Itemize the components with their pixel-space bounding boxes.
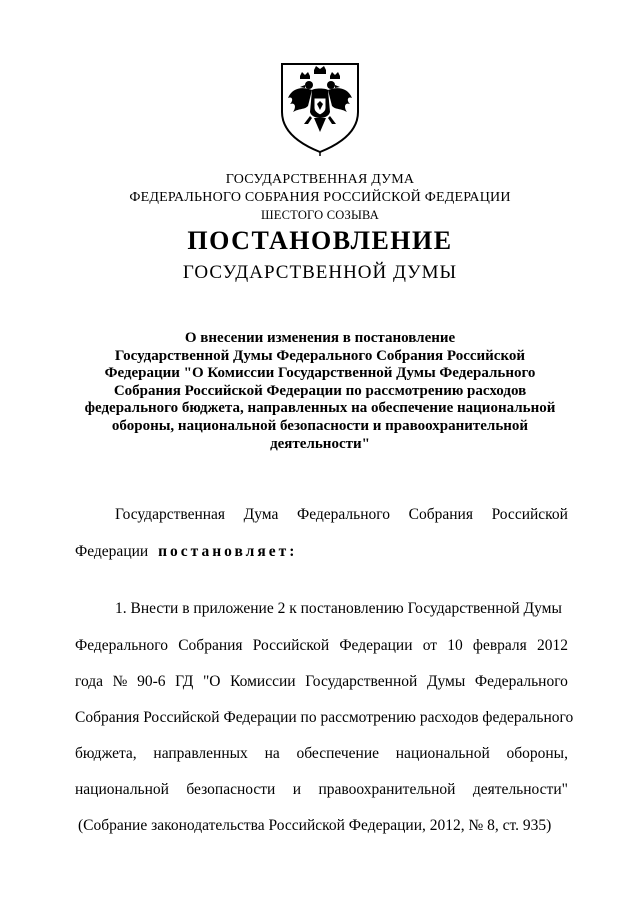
document-title: ПОСТАНОВЛЕНИЕ bbox=[187, 226, 453, 255]
clause-1-line-3 bbox=[75, 672, 568, 692]
resolution-heading bbox=[40, 330, 600, 453]
heading-line: Собрания Российской Федерации по рассмотрению расходов bbox=[113, 382, 527, 399]
clause-word: Собрания bbox=[178, 637, 243, 654]
heading-line: О внесении изменения в постановление bbox=[184, 330, 456, 346]
preamble-line-1 bbox=[115, 505, 568, 525]
clause-word: на bbox=[264, 745, 280, 762]
clause-word: обороны, bbox=[506, 745, 568, 762]
clause-word: № bbox=[112, 673, 128, 690]
heading-line: обороны, национальной безопасности и правоохранительной bbox=[111, 417, 529, 434]
clause-word: безопасности bbox=[186, 781, 276, 798]
heading-line: федерального бюджета, направленных на обеспечение национальной bbox=[84, 400, 556, 417]
clause-word: и bbox=[292, 781, 302, 798]
clause-1-line-1: 1. Внести в приложение 2 к постановлению Государственной Думы bbox=[115, 600, 562, 617]
clause-word: года bbox=[75, 673, 104, 690]
clause-1-line-5 bbox=[75, 744, 568, 764]
coat-of-arms-icon bbox=[278, 60, 362, 156]
clause-word: Думы bbox=[426, 673, 466, 690]
org-line-3: ШЕСТОГО СОЗЫВА bbox=[260, 208, 380, 222]
preamble-word: Федерального bbox=[296, 506, 391, 523]
preamble-word: Дума bbox=[243, 506, 279, 523]
clause-word: "О bbox=[202, 673, 221, 690]
clause-word: 90-6 bbox=[137, 673, 166, 690]
org-line-2: ФЕДЕРАЛЬНОГО СОБРАНИЯ РОССИЙСКОЙ ФЕДЕРАЦИИ bbox=[129, 190, 511, 205]
clause-word: Федерации bbox=[339, 637, 413, 654]
clause-1-line-7: (Собрание законодательства Российской Федерации, 2012, № 8, ст. 935) bbox=[78, 817, 552, 834]
clause-1-line-2 bbox=[75, 636, 568, 656]
clause-word: Федерального bbox=[474, 673, 568, 690]
document-subtitle: ГОСУДАРСТВЕННОЙ ДУМЫ bbox=[182, 262, 458, 283]
clause-word: направленных bbox=[153, 745, 248, 762]
clause-word: национальной bbox=[395, 745, 490, 762]
clause-word: Федерального bbox=[75, 637, 169, 654]
decree-word: постановляет: bbox=[158, 543, 298, 560]
clause-1-line-6 bbox=[75, 780, 568, 800]
clause-word: правоохранительной bbox=[318, 781, 456, 798]
clause-word: обеспечение bbox=[296, 745, 380, 762]
clause-word: 2012 bbox=[536, 637, 568, 654]
clause-word: Комиссии bbox=[230, 673, 296, 690]
preamble-text: Федерации bbox=[75, 543, 149, 560]
clause-word: 10 bbox=[447, 637, 463, 654]
clause-word: Российской bbox=[252, 637, 330, 654]
heading-line: деятельности" bbox=[270, 435, 370, 452]
preamble-word: Государственная bbox=[115, 506, 226, 523]
clause-word: национальной bbox=[75, 781, 169, 798]
clause-word: деятельности" bbox=[472, 781, 568, 798]
preamble-word: Собрания bbox=[408, 506, 473, 523]
clause-word: Государственной bbox=[305, 673, 418, 690]
heading-line: Федерации "О Комиссии Государственной Думы Федерального bbox=[104, 365, 536, 382]
clause-word: бюджета, bbox=[75, 745, 137, 762]
org-line-1: ГОСУДАРСТВЕННАЯ ДУМА bbox=[225, 172, 415, 187]
clause-word: февраля bbox=[472, 637, 527, 654]
clause-word: ГД bbox=[175, 673, 194, 690]
heading-line: Государственной Думы Федерального Собрания Российской bbox=[114, 347, 526, 364]
preamble-line-2 bbox=[75, 542, 568, 562]
preamble-word: Российской bbox=[491, 506, 568, 523]
clause-word: от bbox=[422, 637, 438, 654]
clause-1-line-4: Собрания Российской Федерации по рассмотрению расходов федерального bbox=[75, 709, 574, 726]
